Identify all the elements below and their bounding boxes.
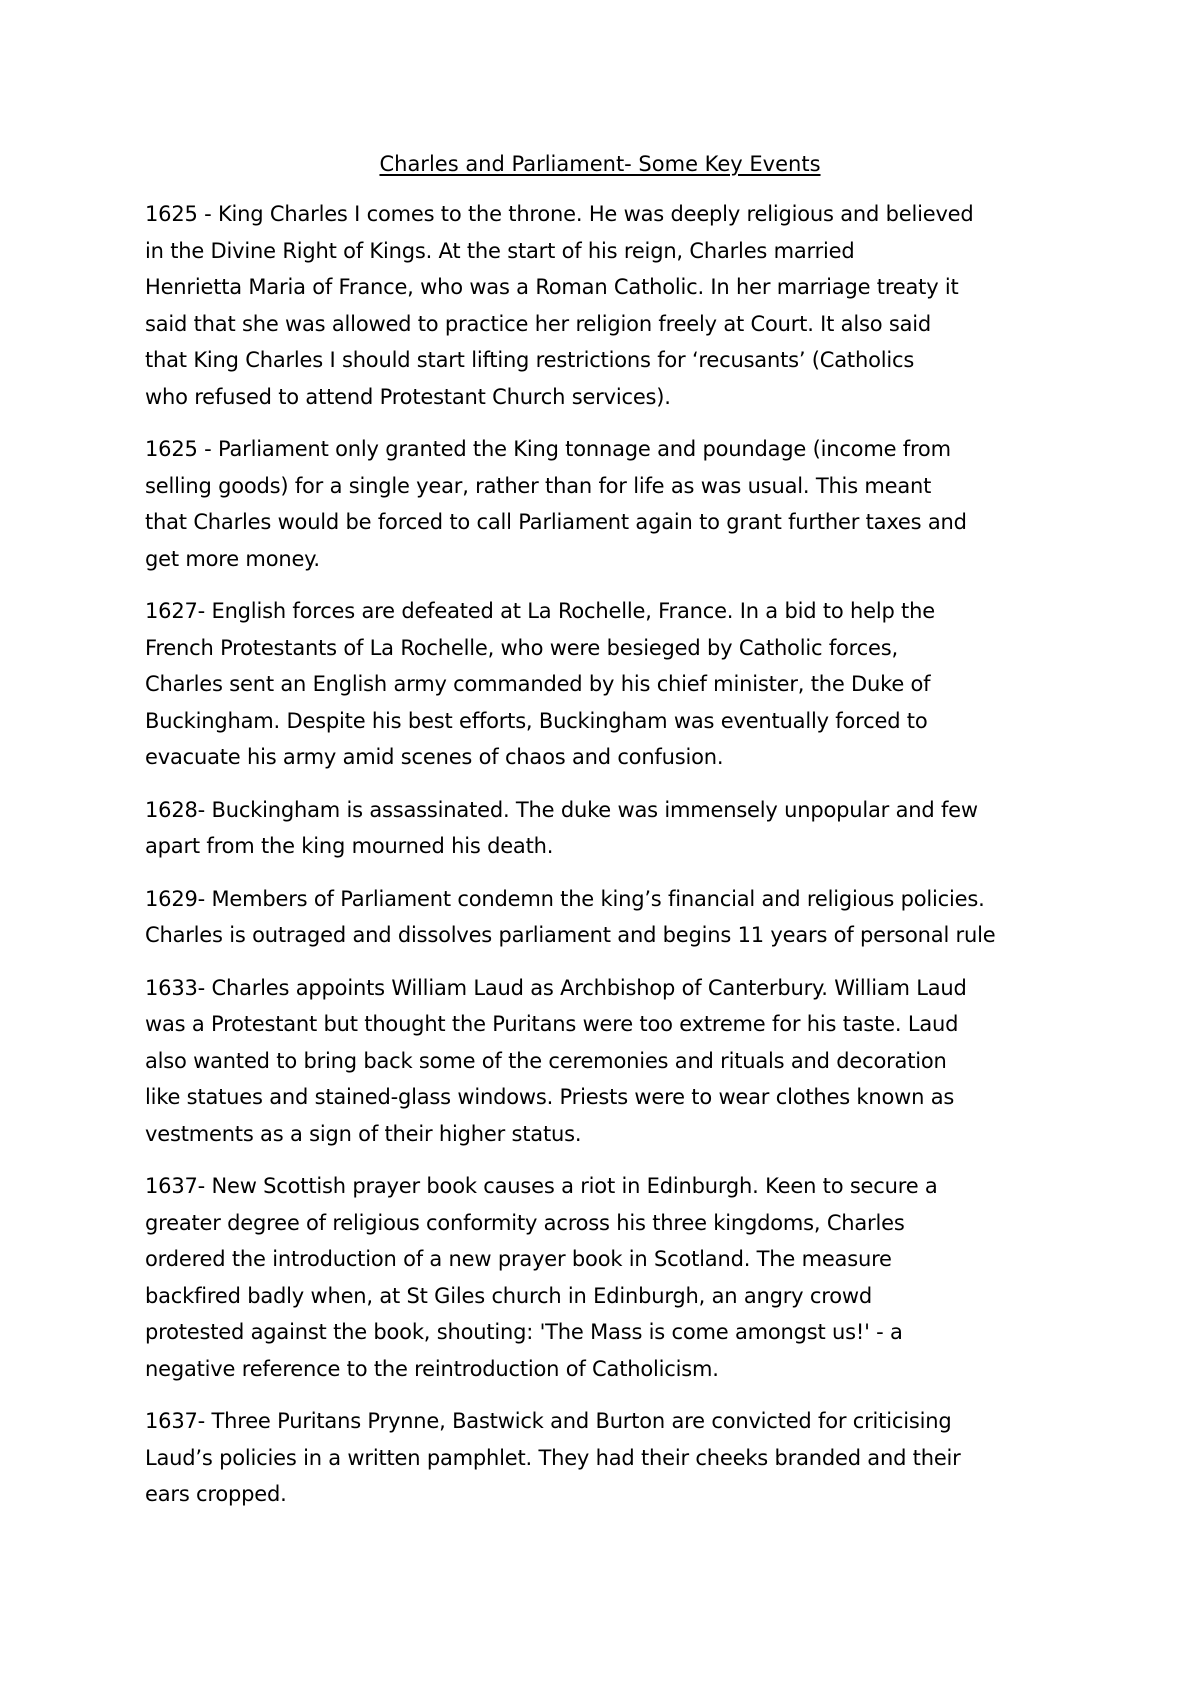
event-text-line: 1629- Members of Parliament condemn the king’s financial and religious policies.	[145, 886, 985, 911]
event-text-line: also wanted to bring back some of the ceremonies and rituals and decoration	[145, 1048, 947, 1073]
event-text-line: 1637- Three Puritans Prynne, Bastwick and Burton are convicted for criticising	[145, 1409, 952, 1433]
event-text-line: 1633- Charles appoints William Laud as Archbishop of Canterbury. William Laud	[145, 975, 967, 1000]
event-text-line: protested against the book, shouting: 'The Mass is come amongst us!' - a	[145, 1320, 903, 1344]
event-text-line: vestments as a sign of their higher status.	[145, 1121, 582, 1146]
event-text-line: 1628- Buckingham is assassinated. The duke was immensely unpopular and few	[145, 797, 978, 822]
event-text-line: 1637- New Scottish prayer book causes a riot in Edinburgh. Keen to secure a	[145, 1174, 938, 1198]
event-text-line: 1625 - King Charles I comes to the throne. He was deeply religious and believed	[145, 202, 974, 226]
event-text-line: who refused to attend Protestant Church services).	[145, 384, 671, 409]
event-1625-tonnage	[145, 431, 1075, 577]
event-text-line: negative reference to the reintroduction of Catholicism.	[145, 1356, 719, 1381]
event-text-line: said that she was allowed to practice her religion freely at Court. It also said	[145, 311, 932, 336]
event-text-line: ears cropped.	[145, 1482, 287, 1506]
event-text-line: that King Charles I should start lifting restrictions for ‘recusants’ (Catholics	[145, 348, 915, 372]
event-text-line: backfired badly when, at St Giles church in Edinburgh, an angry crowd	[145, 1283, 872, 1308]
event-text-line: 1627- English forces are defeated at La Rochelle, France. In a bid to help the	[145, 599, 935, 623]
event-text-line: Laud’s policies in a written pamphlet. They had their cheeks branded and their	[145, 1445, 961, 1470]
event-text-line: selling goods) for a single year, rather than for life as was usual. This meant	[145, 473, 932, 498]
event-text-line: in the Divine Right of Kings. At the start of his reign, Charles married	[145, 238, 855, 263]
event-1627-la-rochelle	[145, 593, 1075, 776]
event-1625-accession	[145, 196, 1075, 415]
event-1633-laud	[145, 970, 1075, 1153]
event-text-line: greater degree of religious conformity across his three kingdoms, Charles	[145, 1210, 905, 1235]
event-text-line: evacuate his army amid scenes of chaos and confusion.	[145, 745, 724, 769]
event-text-line: Henrietta Maria of France, who was a Roman Catholic. In her marriage treaty it	[145, 275, 959, 299]
event-text-line: Charles is outraged and dissolves parliament and begins 11 years of personal rule	[145, 923, 996, 947]
event-1637-prayer-book	[145, 1168, 1075, 1387]
event-text-line: was a Protestant but thought the Puritans were too extreme for his taste. Laud	[145, 1012, 959, 1036]
event-text-line: 1625 - Parliament only granted the King tonnage and poundage (income from	[145, 437, 951, 461]
event-text-line: Charles sent an English army commanded by his chief minister, the Duke of	[145, 672, 931, 696]
event-text-line: apart from the king mourned his death.	[145, 834, 554, 858]
event-text-line: Buckingham. Despite his best efforts, Buckingham was eventually forced to	[145, 708, 928, 733]
event-text-line: like statues and stained-glass windows. Priests were to wear clothes known as	[145, 1085, 955, 1109]
event-1629-personal-rule	[145, 881, 1075, 954]
event-text-line: ordered the introduction of a new prayer book in Scotland. The measure	[145, 1247, 892, 1271]
event-1637-puritans	[145, 1403, 1075, 1513]
event-text-line: French Protestants of La Rochelle, who were besieged by Catholic forces,	[145, 635, 898, 660]
event-text-line: that Charles would be forced to call Parliament again to grant further taxes and	[145, 510, 967, 534]
event-1628-buckingham	[145, 792, 1075, 865]
events-list	[145, 196, 1075, 1529]
event-text-line: get more money.	[145, 546, 320, 571]
document-title: Charles and Parliament- Some Key Events	[379, 152, 821, 176]
